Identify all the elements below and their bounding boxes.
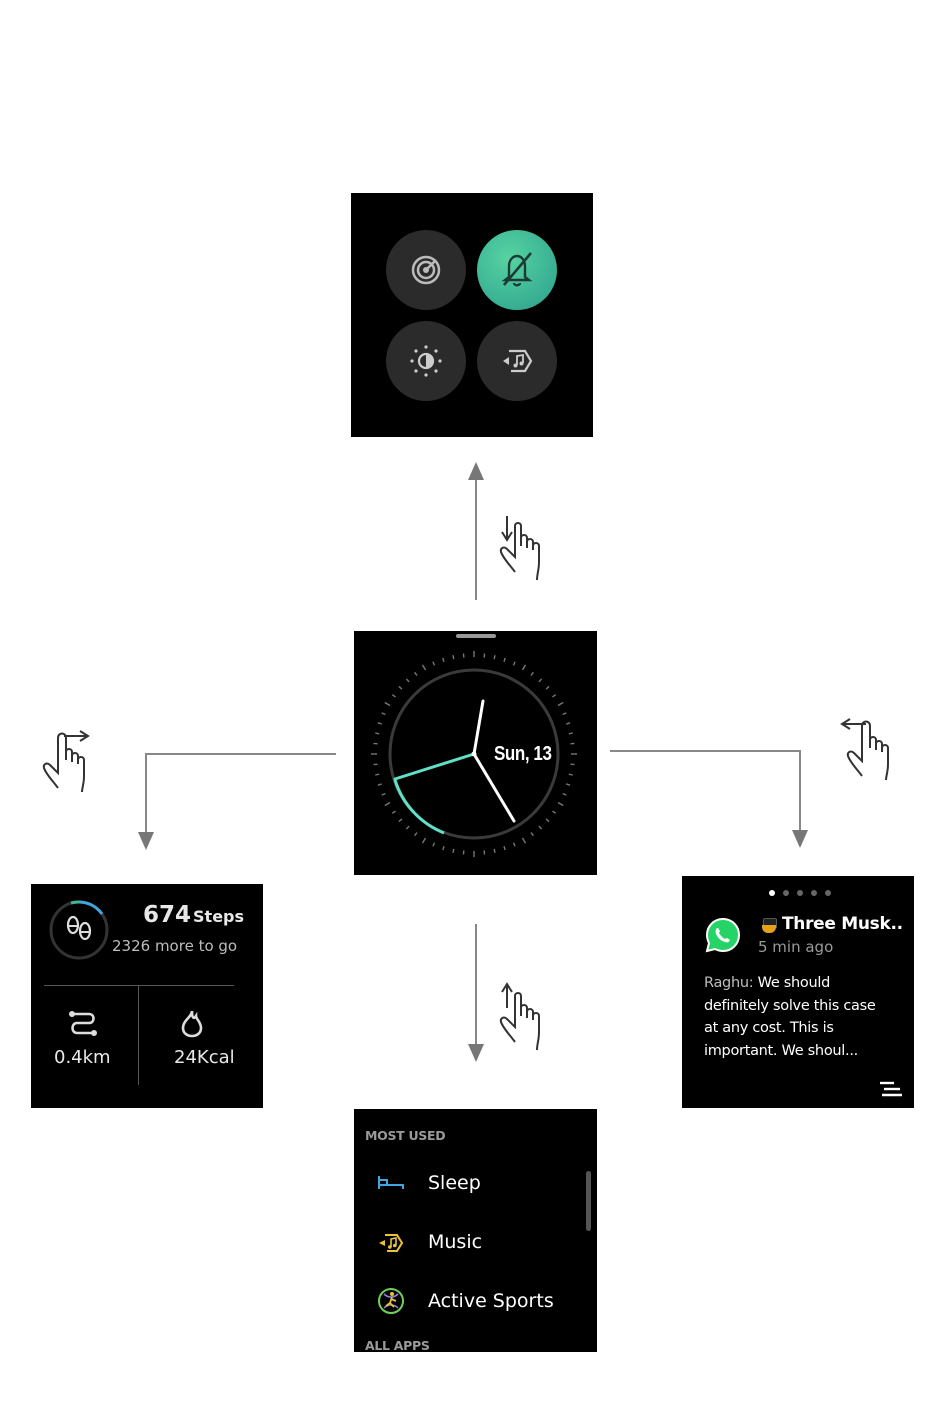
minute-tick (378, 784, 382, 785)
steps-remaining: 2326 more to go (112, 937, 238, 955)
arrow-right (610, 751, 800, 840)
second-hand (395, 754, 474, 779)
quick-settings-screen (351, 193, 593, 437)
music-icon (377, 1231, 405, 1255)
swipe-left-hand-icon (838, 712, 902, 784)
message-line: at any cost. This is (704, 1020, 834, 1036)
minute-tick (546, 819, 549, 822)
app-label-active-sports: Active Sports (428, 1290, 554, 1312)
minute-tick (385, 803, 390, 806)
notification-screen (682, 876, 914, 1108)
do-not-disturb-tile[interactable] (477, 230, 557, 310)
minute-tick (399, 686, 402, 689)
minute-tick (375, 733, 379, 734)
notification-title: Three Musk.. (782, 914, 903, 934)
footsteps-icon (65, 914, 93, 944)
distance-value: 0.4km (54, 1047, 111, 1068)
watch-face-screen (354, 631, 597, 875)
brightness-tile[interactable] (386, 321, 466, 401)
section-most-used: MOST USED (365, 1128, 446, 1143)
minute-tick (423, 665, 426, 670)
minute-tick (494, 849, 495, 853)
minute-tick (558, 803, 563, 806)
minute-tick (415, 672, 417, 675)
minute-tick (406, 679, 409, 682)
steps-unit: Steps (193, 907, 245, 926)
date-label: Sun, 13 (494, 743, 552, 765)
minute-tick (523, 838, 526, 843)
swipe-down-hand-icon (495, 512, 555, 584)
minute-tick (392, 811, 395, 813)
brightness-icon (408, 343, 444, 379)
app-label-sleep: Sleep (428, 1172, 481, 1194)
minute-tick (531, 832, 533, 835)
whatsapp-icon (704, 916, 742, 954)
minute-tick (385, 703, 390, 706)
sports-icon (376, 1286, 406, 1316)
page-indicator (769, 890, 831, 896)
target-tile[interactable] (386, 230, 466, 310)
minute-tick (552, 811, 555, 813)
minute-tick (563, 713, 567, 715)
music-note-icon (499, 345, 535, 377)
minute-tick (433, 843, 435, 847)
menu-icon[interactable] (878, 1080, 904, 1098)
flame-icon (178, 1008, 206, 1038)
minute-tick (415, 832, 417, 835)
minute-tick (569, 774, 573, 775)
notification-message (704, 972, 909, 1062)
message-line: We should (757, 975, 830, 991)
message-line: definitely solve this case (704, 997, 876, 1014)
minute-tick (513, 662, 515, 666)
swipe-right-hand-icon (38, 724, 102, 796)
minute-tick (504, 846, 505, 850)
minute-tick (494, 655, 495, 659)
app-label-music: Music (428, 1231, 483, 1253)
steps-count: 674 Steps (143, 902, 245, 928)
calories-value: 24Kcal (174, 1047, 235, 1068)
group-emoji-icon (761, 918, 777, 934)
minute-tick (433, 662, 435, 666)
minute-tick (569, 733, 573, 734)
bed-icon (377, 1174, 405, 1192)
message-sender: Raghu: (704, 975, 754, 991)
arrow-left (146, 754, 336, 842)
target-icon (410, 254, 442, 286)
minute-tick (563, 793, 567, 795)
bell-off-icon (499, 250, 535, 288)
minute-tick (546, 686, 549, 689)
minute-tick (523, 665, 526, 670)
message-line: important. We shoul... (704, 1042, 858, 1059)
minute-tick (443, 846, 444, 850)
analog-clock (354, 631, 597, 875)
minute-tick (382, 793, 386, 795)
divider-vertical (138, 985, 139, 1085)
section-all-apps: ALL APPS (365, 1338, 430, 1352)
minute-tick (375, 774, 379, 775)
activity-screen (31, 884, 263, 1108)
app-item-active-sports[interactable] (354, 1281, 579, 1321)
minute-tick (406, 826, 409, 829)
route-icon (67, 1009, 99, 1039)
app-item-sleep[interactable] (354, 1163, 579, 1203)
minute-tick (453, 655, 454, 659)
music-tile[interactable] (477, 321, 557, 401)
minute-tick (453, 849, 454, 853)
minute-tick (378, 723, 382, 724)
minute-tick (443, 658, 444, 662)
minute-tick (399, 819, 402, 822)
minute-tick (539, 679, 542, 682)
minute-tick (382, 713, 386, 715)
swipe-up-hand-icon (495, 982, 555, 1054)
minute-tick (539, 826, 542, 829)
minute-tick (566, 784, 570, 785)
minute-tick (504, 658, 505, 662)
minute-tick (392, 695, 395, 697)
app-item-music[interactable] (354, 1222, 579, 1262)
divider-horizontal (44, 985, 234, 986)
scrollbar[interactable] (586, 1171, 591, 1231)
minute-tick (423, 838, 426, 843)
minute-tick (531, 672, 533, 675)
minute-tick (552, 695, 555, 697)
minute-tick (558, 703, 563, 706)
minute-tick (513, 843, 515, 847)
minute-hand (474, 701, 483, 754)
minute-tick (566, 723, 570, 724)
app-list-screen (354, 1109, 597, 1352)
notification-time: 5 min ago (758, 938, 834, 956)
